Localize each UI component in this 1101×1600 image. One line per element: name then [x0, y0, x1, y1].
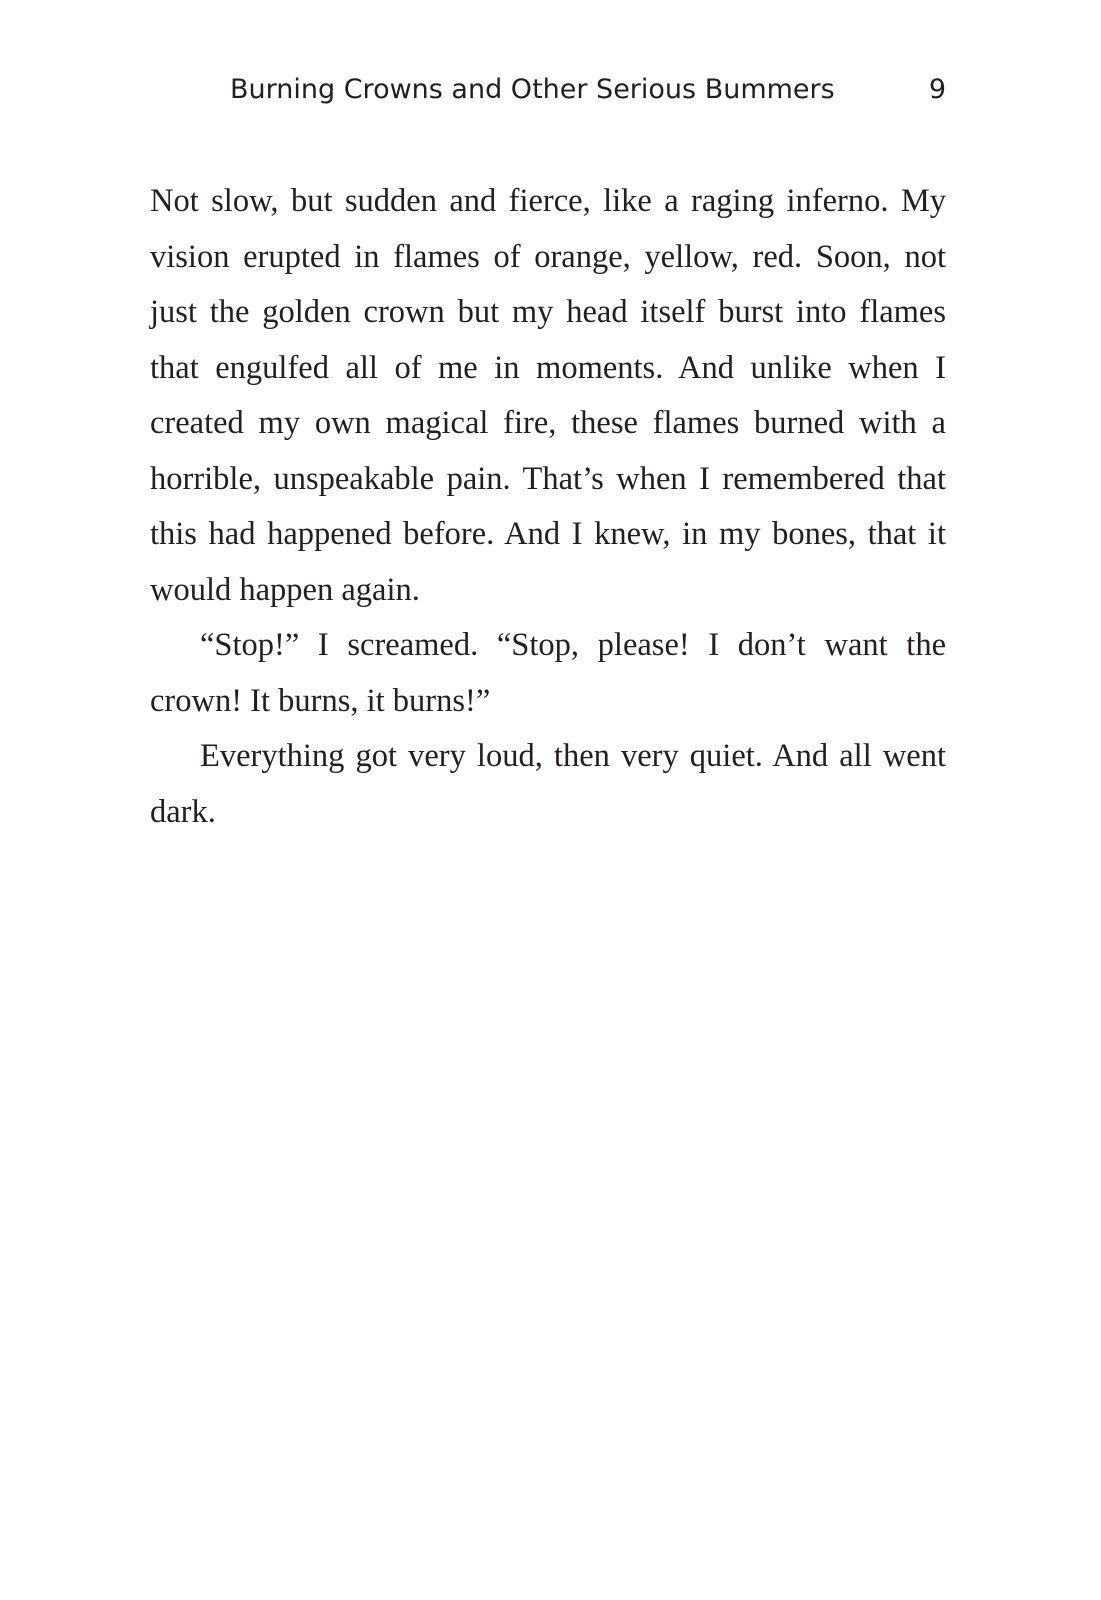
- body-text: [150, 174, 946, 840]
- running-header: [150, 70, 946, 110]
- running-title: Burning Crowns and Other Serious Bummers: [230, 74, 835, 105]
- paragraph: Everything got very loud, then very quiet. And all went dark.: [150, 738, 946, 830]
- page-number: 9: [928, 74, 946, 105]
- paragraph: Not slow, but sudden and fierce, like a raging inferno. My vision erupted in flames of orange, yellow, red. Soon, not just the golden crown but my head itself burst into flames that engulfed all of me in moments. And unlike when I created my own magical fire, these flames burned with a horrible, unspeakable pain. That’s when I remembered that this had happened before. And I knew, in my bones, that it would happen again.: [150, 183, 946, 608]
- paragraph: “Stop!” I screamed. “Stop, please! I don’t want the crown! It burns, it burns!”: [150, 627, 946, 719]
